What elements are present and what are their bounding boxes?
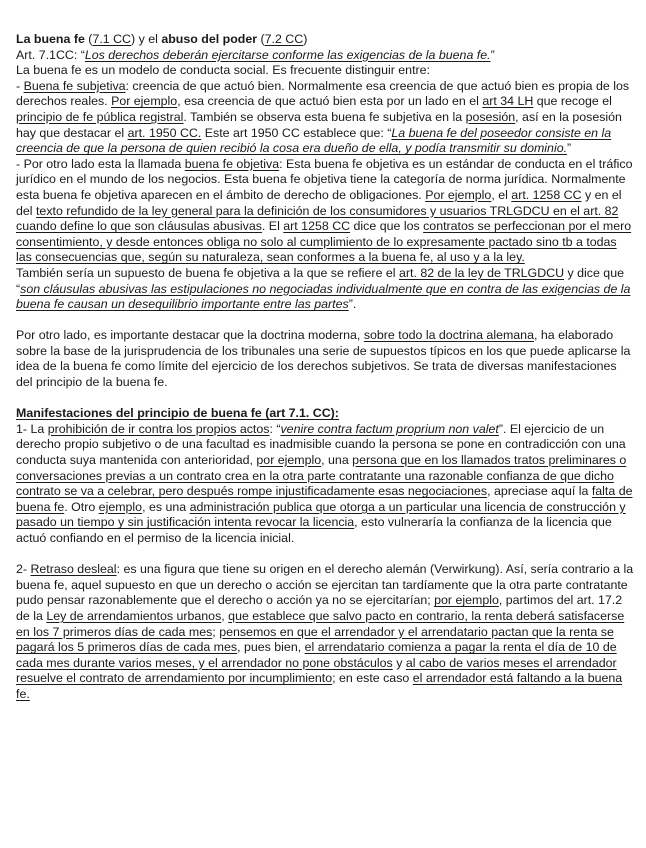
intro-paragraph: La buena fe es un modelo de conducta social. Es frecuente distinguir entre:: [16, 63, 430, 78]
document-title: La buena fe (7.1 CC) y el abuso del poder (7.2 CC): [16, 32, 308, 46]
paragraph-gap: [16, 547, 634, 563]
section-heading: Manifestaciones del principio de buena fe (art 7.1. CC):: [16, 406, 339, 421]
paragraph-gap: [16, 313, 634, 329]
reference-link: 7.1 CC: [92, 32, 132, 46]
manifestation-1-paragraph: 1- La prohibición de ir contra los propios actos: “venire contra factum proprium non valet”. El ejercicio de un derecho propio subjetivo o de una facultad es inadmisible cuando la persona se pone en contradicción con una conducta suya mantenida con anterioridad, por ejemplo, una persona que en los llamados tratos preliminares o conversaciones previas a un contrato crea en la otra parte contratante una razonable confianza de que dicho contrato se va a celebrar, pero después rompe injustificadamente esas negociaciones, apreciase aquí la falta de buena fe. Otro ejemplo, es una administración publica que otorga a un particular una licencia de construcción y pasado un tiempo y sin justificación intenta revocar la licencia, esto vulneraría la confianza de la licencia que actuó confiando en el permiso de la licencia inicial.: [16, 421, 633, 545]
reference-link: 7.2 CC: [264, 32, 304, 46]
paragraph-gap: [16, 391, 634, 407]
article-quote: Art. 7.1CC: “Los derechos deberán ejercitarse conforme las exigencias de la buena fe.”: [16, 47, 495, 62]
doctrina-paragraph: Por otro lado, es importante destacar que la doctrina moderna, sobre todo la doctrina alemana, ha elaborado sobre la base de la jurisprudencia de los tribunales una serie de supuestos típicos en los que puede aplicarse la idea de la buena fe como límite del ejercicio de los derechos subjetivos. Se trata de diversas manifestaciones del principio de la buena fe.: [16, 328, 631, 390]
buena-fe-subjetiva-paragraph: - Buena fe subjetiva: creencia de que actuó bien. Normalmente esa creencia de que actuó bien es propia de los derechos reales. Por ejemplo, esa creencia de que actuó bien esta por un lado en el art 34 LH que recoge el principio de fe pública registral. También se observa esta buena fe subjetiva en la posesión, así en la posesión hay que destacar el art. 1950 CC. Este art 1950 CC establece que: “La buena fe del poseedor consiste en la creencia de que la persona de quien recibió la cosa era dueño de ella, y podía transmitir su dominio.”: [16, 78, 630, 156]
buena-fe-objetiva-paragraph: - Por otro lado esta la llamada buena fe objetiva: Esta buena fe objetiva es un estándar de conducta en el tráfico jurídico en el mundo de los negocios. Esta buena fe objetiva tiene la categoría de norma jurídica. Normalmente esta buena fe objetiva aparecen en el ámbito de derecho de obligaciones. Por ejemplo, el art. 1258 CC y en el del texto refundido de la ley general para la definición de los consumidores y usuarios TRLGDCU en el art. 82 cuando define lo que son cláusulas abusivas. El art 1258 CC dice que los contratos se perfeccionan por el mero consentimiento, y desde entonces obliga no solo al cumplimiento de lo expresamente pactado sino tb a todas las consecuencias que, según su naturaleza, sean conformes a la buena fe, al uso y a la ley.: [16, 156, 633, 265]
trlgdcu-paragraph: También sería un supuesto de buena fe objetiva a la que se refiere el art. 82 de la ley de TRLGDCU y dice que “son cláusulas abusivas las estipulaciones no negociadas individualmente que en contra de las exigencias de la buena fe causan un desequilibrio importante entre las partes”.: [16, 265, 631, 312]
manifestation-2-paragraph: 2- Retraso desleal: es una figura que tiene su origen en el derecho alemán (Verwirkung). Así, sería contrario a la buena fe, aquel supuesto en que un derecho o acción se ejercitan tan tardíamente que la otra parte contratante pudo pensar razonablemente que el derecho o acción ya no se ejercitarían; por ejemplo, partimos del art. 17.2 de la Ley de arrendamientos urbanos, que establece que salvo pacto en contrario, la renta deberá satisfacerse en los 7 primeros días de cada mes; pensemos en que el arrendador y el arrendatario pactan que la renta se pagará los 5 primeros días de cada mes, pues bien, el arrendatario comienza a pagar la renta el día de 10 de cada mes durante varios meses, y el arrendador no pone obstáculos y al cabo de varios meses el arrendador resuelve el contrato de arrendamiento por incumplimiento; en este caso el arrendador está faltando a la buena fe.: [16, 562, 634, 701]
